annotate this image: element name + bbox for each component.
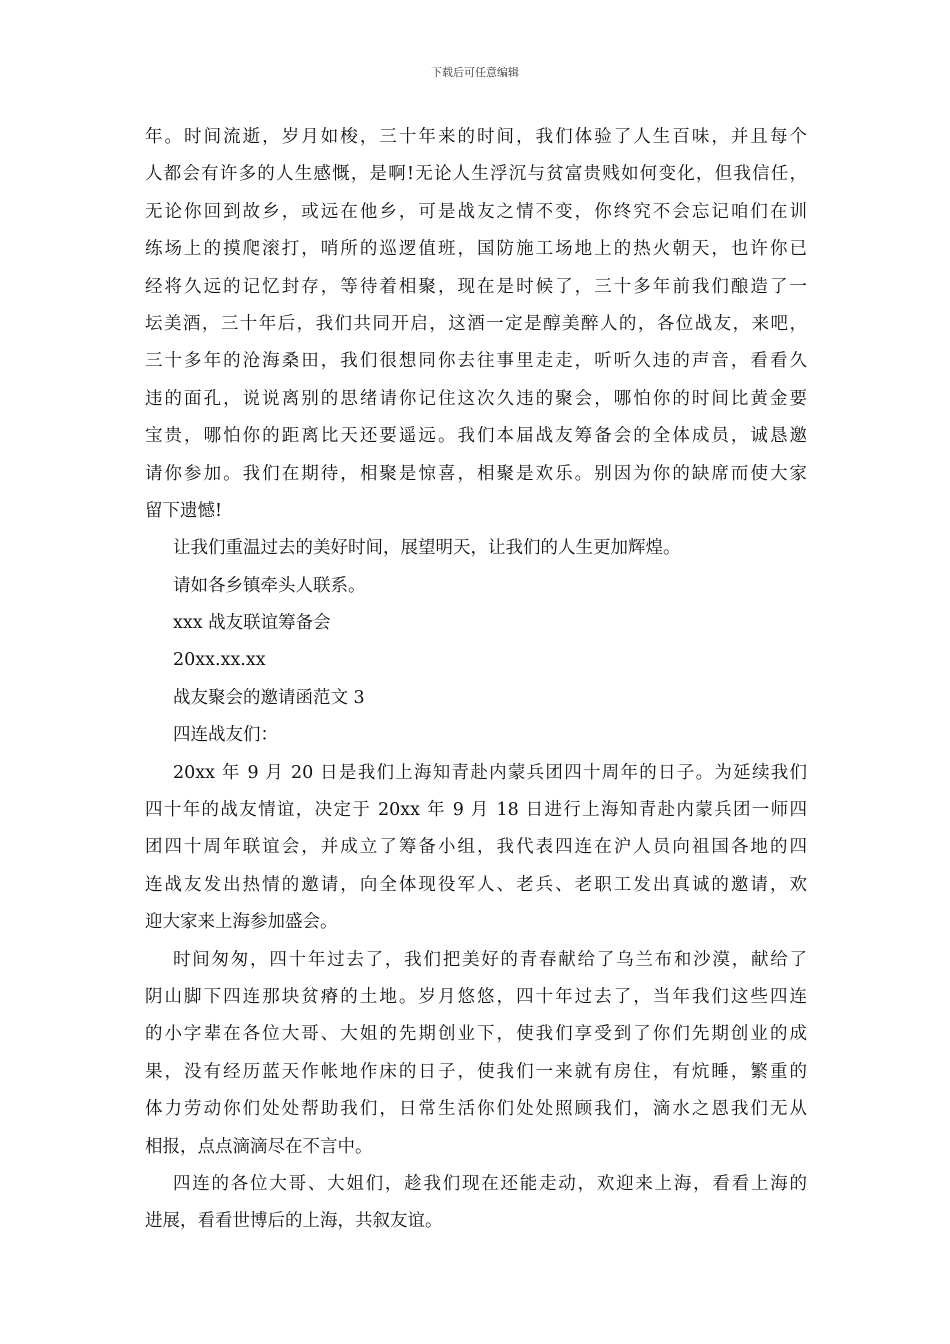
- text-line: xxx 战友联谊筹备会: [173, 613, 331, 634]
- text-line: 人都会有许多的人生感慨，是啊!无论人生浮沉与贫富贵贱如何变化，但我信任，: [145, 164, 807, 185]
- text-line: 体力劳动你们处处帮助我们，日常生活你们处处照顾我们，滴水之恩我们无从: [145, 1099, 807, 1120]
- text-line: 进展，看看世博后的上海，共叙友谊。: [145, 1211, 443, 1232]
- text-line: 战友聚会的邀请函范文 3: [173, 687, 365, 708]
- text-line: 相报，点点滴滴尽在不言中。: [145, 1136, 373, 1157]
- text-line: 经将久远的记忆封存，等待着相聚，现在是时候了，三十多年前我们酿造了一: [145, 276, 807, 297]
- paragraph: [145, 717, 807, 754]
- text-line: 违的面孔，说说离别的思绪请你记住这次久违的聚会，哪怕你的时间比黄金要: [145, 388, 807, 409]
- paragraph: [145, 568, 807, 605]
- paragraph: [145, 1166, 807, 1241]
- paragraph: [145, 530, 807, 567]
- paragraph: [145, 642, 807, 679]
- text-line: 四连战友们：: [173, 725, 278, 746]
- text-line: 请你参加。我们在期待，相聚是惊喜，相聚是欢乐。别因为你的缺席而使大家: [145, 463, 807, 484]
- page-header: 下载后可任意编辑: [431, 66, 519, 79]
- text-line: 迎大家来上海参加盛会。: [145, 912, 338, 933]
- text-line: 坛美酒，三十年后，我们共同开启，这酒一定是醇美醉人的，各位战友，来吧，: [145, 313, 807, 334]
- paragraph: [145, 119, 807, 530]
- text-line: 三十多年的沧海桑田，我们很想同你去往事里走走，听听久违的声音，看看久: [145, 351, 807, 372]
- text-line: 练场上的摸爬滚打，哨所的巡逻值班，国防施工场地上的热火朝天，也许你已: [145, 239, 807, 260]
- paragraph: [145, 942, 807, 1166]
- document-body: [145, 119, 807, 1241]
- paragraph: [145, 755, 807, 942]
- text-line: 请如各乡镇牵头人联系。: [173, 575, 366, 596]
- text-line: 四十年的战友情谊，决定于 20xx 年 9 月 18 日进行上海知青赴内蒙兵团一师四: [145, 800, 807, 821]
- text-line: 20xx.xx.xx: [173, 650, 266, 671]
- text-line: 的小字辈在各位大哥、大姐的先期创业下，使我们享受到了你们先期创业的成: [145, 1024, 807, 1045]
- text-line: 无论你回到故乡，或远在他乡，可是战友之情不变，你终究不会忘记咱们在训: [145, 201, 807, 222]
- paragraph: [145, 605, 807, 642]
- text-line: 四连的各位大哥、大姐们，趁我们现在还能走动，欢迎来上海，看看上海的: [173, 1173, 807, 1194]
- text-line: 团四十周年联谊会，并成立了筹备小组，我代表四连在沪人员向祖国各地的四: [145, 837, 807, 858]
- paragraph: [145, 680, 807, 717]
- text-line: 连战友发出热情的邀请，向全体现役军人、老兵、老职工发出真诚的邀请，欢: [145, 874, 807, 895]
- text-line: 宝贵，哪怕你的距离比天还要遥远。我们本届战友筹备会的全体成员，诚恳邀: [145, 426, 807, 447]
- text-line: 果，没有经历蓝天作帐地作床的日子，使我们一来就有房住，有炕睡，繁重的: [145, 1061, 807, 1082]
- text-line: 时间匆匆，四十年过去了，我们把美好的青春献给了乌兰布和沙漠，献给了: [173, 949, 807, 970]
- text-line: 阴山脚下四连那块贫瘠的土地。岁月悠悠，四十年过去了，当年我们这些四连: [145, 986, 807, 1007]
- text-line: 20xx 年 9 月 20 日是我们上海知青赴内蒙兵团四十周年的日子。为延续我们: [173, 762, 807, 783]
- text-line: 年。时间流逝，岁月如梭，三十年来的时间，我们体验了人生百味，并且每个: [145, 127, 807, 147]
- text-line: 留下遗憾!: [145, 500, 223, 521]
- text-line: 让我们重温过去的美好时间，展望明天，让我们的人生更加辉煌。: [173, 538, 681, 559]
